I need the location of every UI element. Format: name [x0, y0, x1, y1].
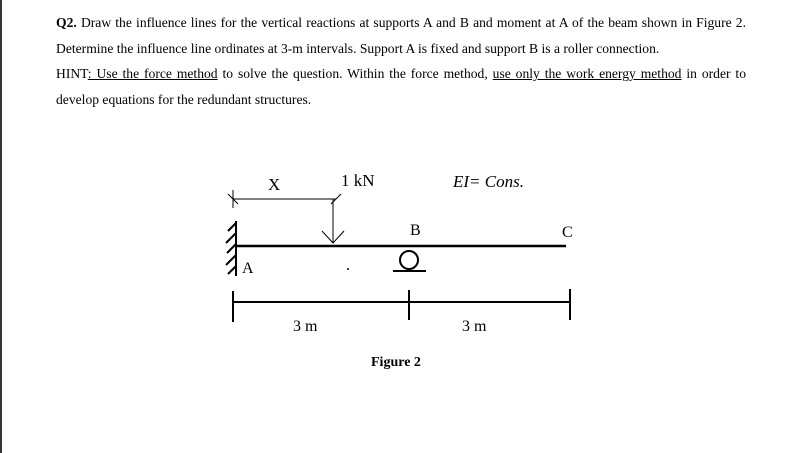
hint-underlined-work-energy: use only the work energy method — [492, 66, 682, 81]
roller-support-b — [393, 251, 426, 271]
question-label: Q2. — [56, 15, 77, 30]
support-b-label: B — [410, 222, 421, 239]
point-c-label: C — [562, 224, 573, 241]
ei-label: EI= Cons. — [453, 172, 524, 191]
span2-label: 3 m — [462, 318, 487, 335]
hint-text-end: in order to develop equations for the redundant structures. — [56, 66, 746, 107]
hint-text-middle: to solve the question. Within the force method, — [217, 66, 493, 81]
support-a-label: A — [242, 260, 254, 277]
beam-dot — [347, 268, 349, 270]
question-body: Draw the influence lines for the vertical reactions at supports A and B and moment at A of the beam shown in Figure 2. Determine the influence line ordinates at 3-m intervals. Support A is fixed and support B is a roller connection. — [56, 15, 746, 56]
x-label: X — [268, 175, 281, 194]
load-label: 1 kN — [341, 171, 375, 190]
load-arrow — [322, 199, 344, 243]
hint-underlined-force-method: : Use the force method — [87, 66, 218, 81]
span-dimension — [233, 289, 570, 322]
hint-label: HINT — [56, 66, 88, 81]
span1-label: 3 m — [293, 318, 318, 335]
figure-caption: Figure 2 — [371, 355, 421, 370]
x-dimension — [228, 190, 341, 208]
fixed-support-a — [226, 221, 236, 276]
